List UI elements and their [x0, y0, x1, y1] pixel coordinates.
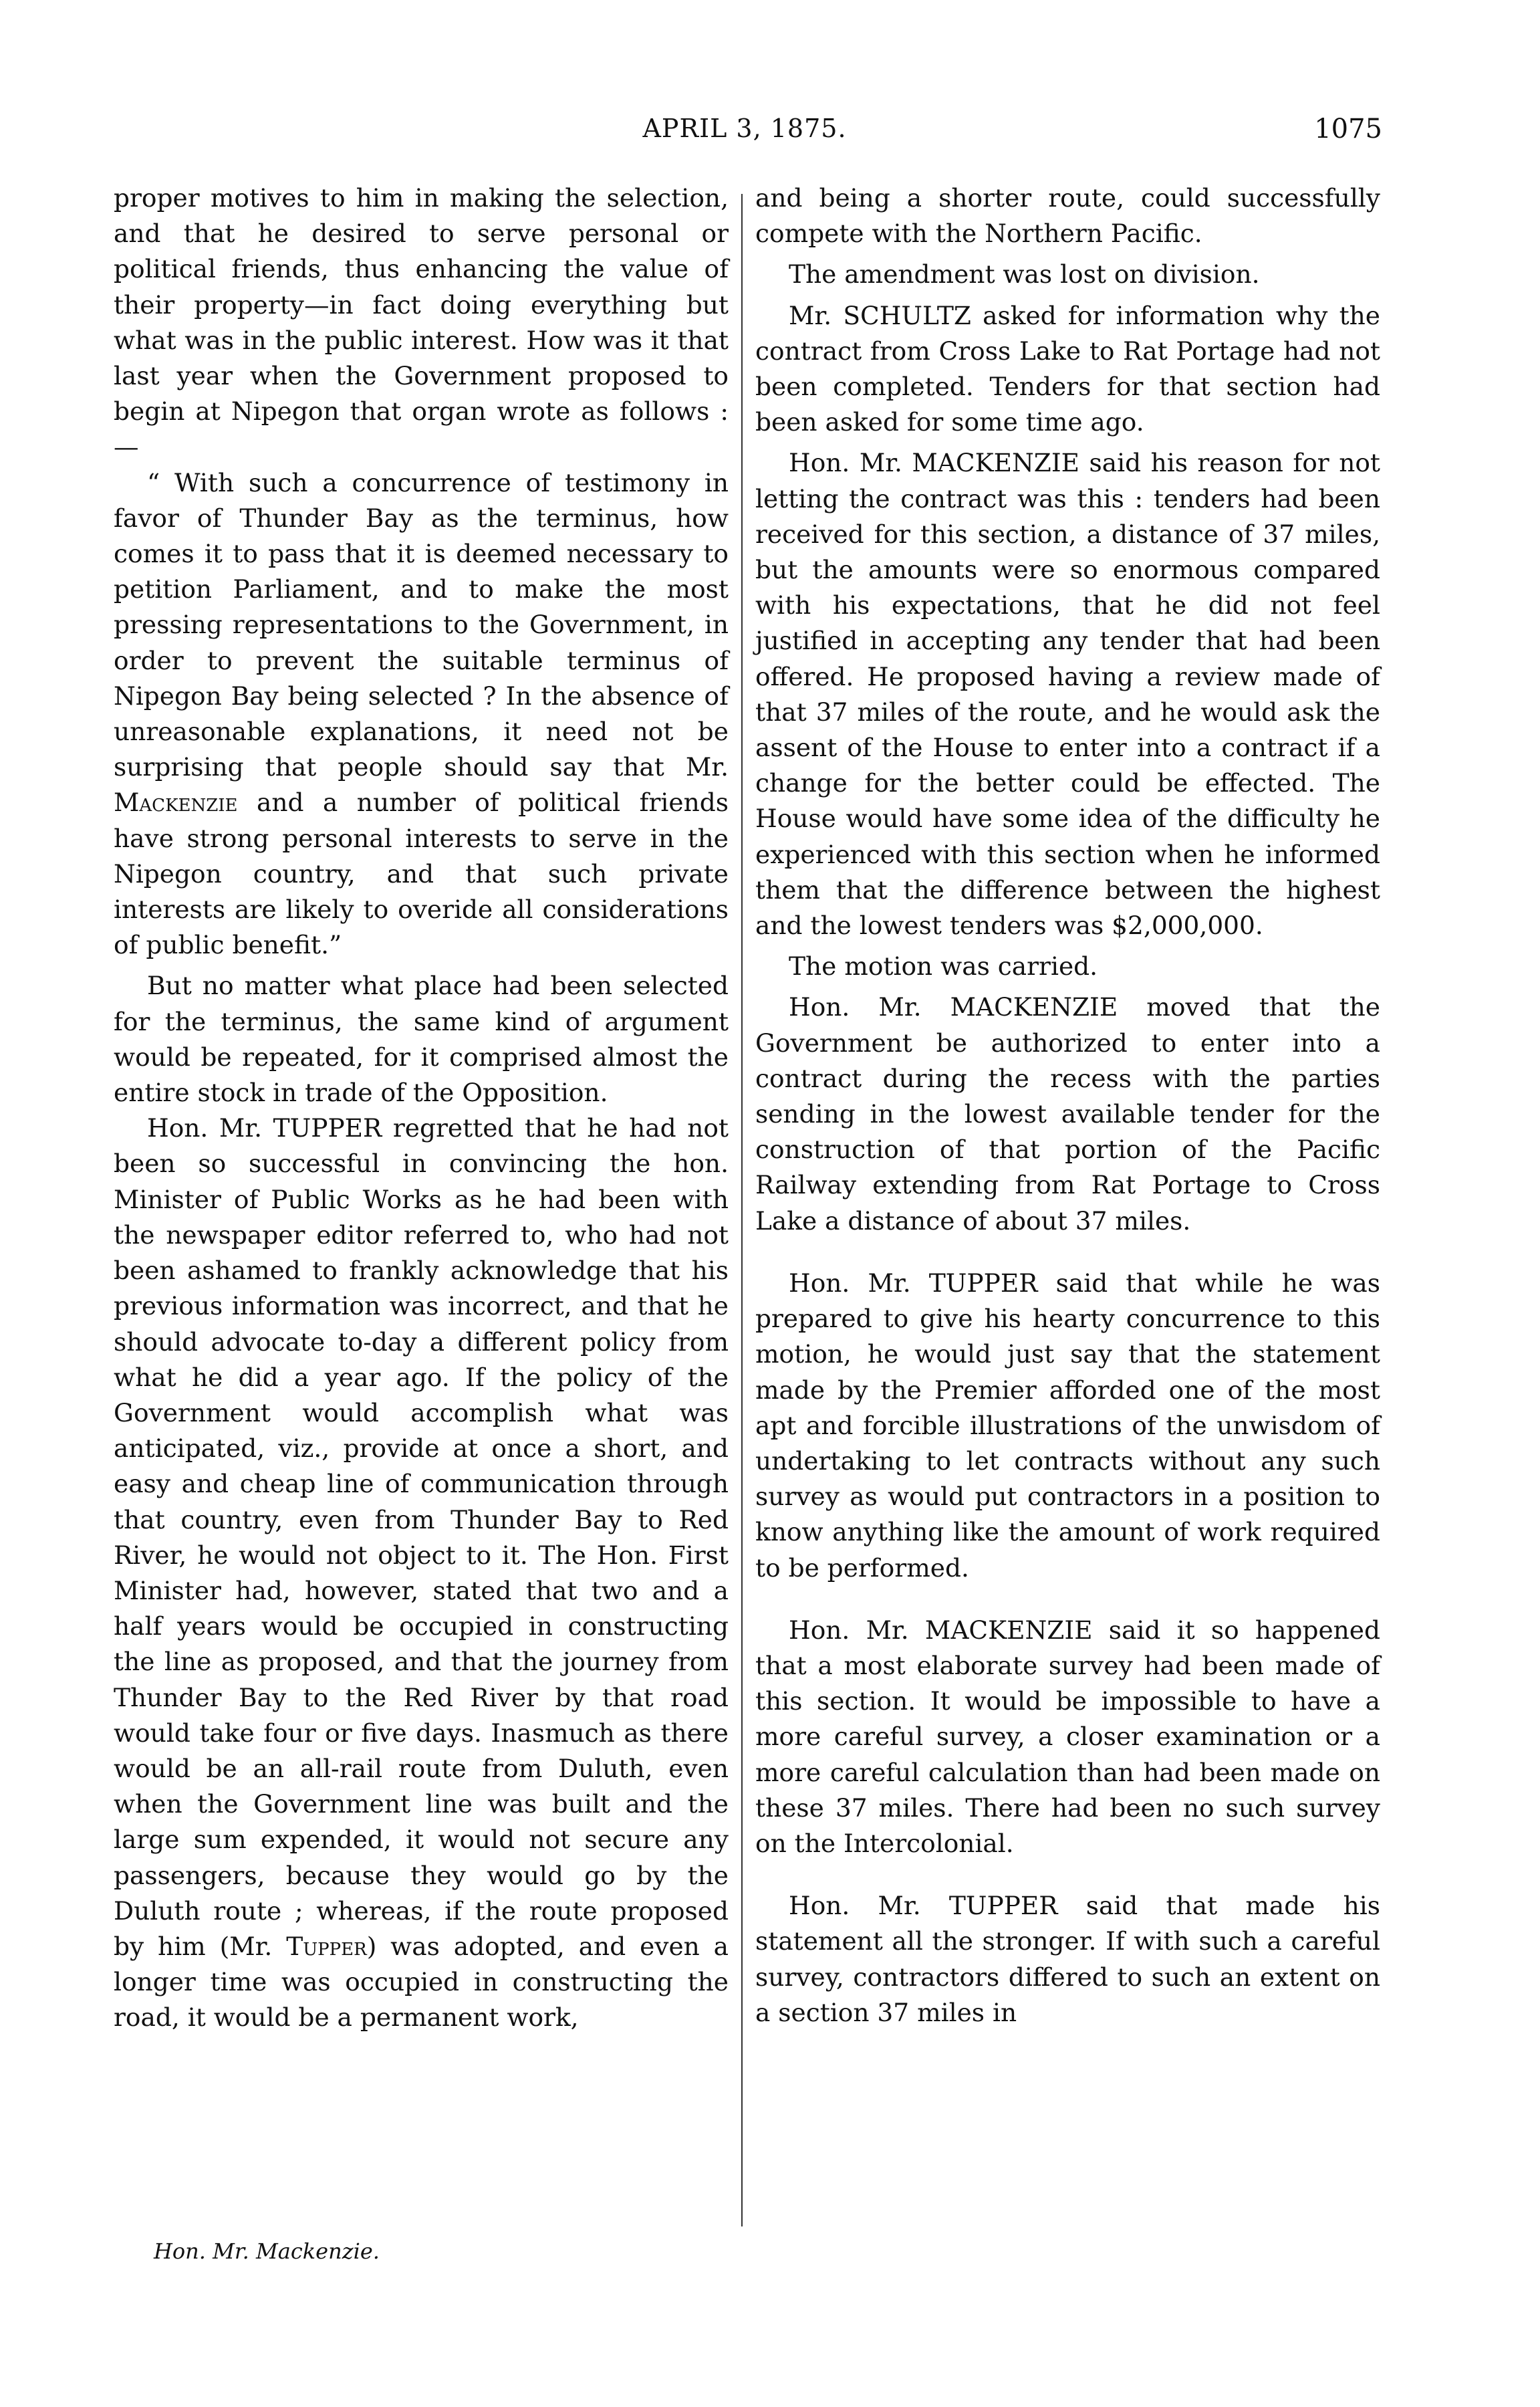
paragraph-tupper-reply: Hon. Mr. TUPPER said that made his statement all the stronger. If with such a careful survey, contractors differed to such an extent on a section 37 miles in	[755, 1891, 1380, 2027]
paragraph-motion-carried: The motion was carried.	[789, 951, 1098, 982]
paragraph-continuation-right: and being a shorter route, could successfully compete with the Northern Pacific.	[755, 183, 1380, 249]
tupper-name: Tupper	[286, 1931, 367, 1961]
quote-text-b: and a number of political friends have strong personal interests to serve in the Nipegon country, and that such private interests are likely to overide all considerations of public benefit.”	[114, 788, 729, 960]
column-divider	[741, 194, 743, 2226]
quote-name: Mackenzie	[114, 788, 238, 818]
paragraph-continuation: proper motives to him in making the selection, and that he desired to serve personal or political friends, thus enhancing the value of their property—in fact doing everything but what was in the public interest. How was it that last year when the Government proposed to begin at Nipegon that organ wrote as follows :—	[114, 183, 729, 462]
paragraph-tupper-concurrence: Hon. Mr. TUPPER said that while he was prepared to give his hearty concurrence to this motion, he would just say that the statement made by the Premier afforded one of the most apt and forcible illustrations of the unwisdom of undertaking to let contracts without any such survey as would put contractors in a position to know anything like the amount of work required to be performed.	[755, 1268, 1380, 1583]
tupper-speech-a: Hon. Mr. TUPPER regretted that he had not been so successful in convincing the hon. Minister of Public Works as he had been with the newspaper editor referred to, who had not been ashamed to frankly acknowledge that his previous information was incorrect, and that he should advocate to-day a different policy from what he did a year ago. If the policy of the Government would accomplish what was anticipated, viz., provide at once a short, and easy and cheap line of communication through that country, even from Thunder Bay to Red River, he would not object to it. The Hon. First Minister had, however, stated that two and a half years would be occupied in constructing the line as proposed, and that the journey from Thunder Bay to the Red River by that road would take four or five days. Inasmuch as there would be an all-rail route from Duluth, even when the Government line was built and the large sum expended, it would not secure any passengers, because they would go by the Duluth route ; whereas, if the route proposed by him (Mr.	[114, 1113, 729, 1961]
paragraph-schultz: Mr. SCHULTZ asked for information why the contract from Cross Lake to Rat Portage had not been completed. Tenders for that section had been asked for some time ago.	[755, 300, 1380, 437]
tupper-speech-b: ) was adopted, and even a longer time was occupied in constructing the road, it would be a permanent work,	[114, 1931, 729, 2033]
page-number: 1075	[1314, 114, 1382, 144]
header-date: APRIL 3, 1875.	[642, 114, 847, 143]
paragraph-tupper-speech	[114, 1111, 729, 2035]
right-column	[755, 181, 1380, 2031]
quote-text-a: “ With such a concurrence of testimony in favor of Thunder Bay as the terminus, how comes it to pass that it is deemed necessary to petition Parliament, and to make the most pressing representations to the Government, in order to prevent the suitable terminus of Nipegon Bay being selected ? In the absence of unreasonable explanations, it need not be surprising that people should say that Mr.	[114, 467, 729, 782]
paragraph-argument: But no matter what place had been selected for the terminus, the same kind of argument would be repeated, for it comprised almost the entire stock in trade of the Opposition.	[114, 971, 729, 1108]
paragraph-mackenzie-reason: Hon. Mr. MACKENZIE said his reason for not letting the contract was this : tenders had been received for this section, a distance of 37 miles, but the amounts were so enormous compared with his expectations, that he did not feel justified in accepting any tender that had been offered. He proposed having a review made of that 37 miles of the route, and he would ask the assent of the House to enter into a contract if a change for the better could be effected. The House would have some idea of the difficulty he experienced with this section when he informed them that the difference between the highest and the lowest tenders was $2,000,000.	[755, 448, 1380, 941]
page-header	[107, 114, 1382, 154]
paragraph-mackenzie-survey: Hon. Mr. MACKENZIE said it so happened that a most elaborate survey had been made of this section. It would be impossible to have a more careful survey, a closer examination or a more careful calculation than had been made on these 37 miles. There had been no such survey on the Intercolonial.	[755, 1615, 1380, 1858]
paragraph-amendment: The amendment was lost on division.	[789, 259, 1260, 290]
quoted-passage	[114, 465, 729, 963]
left-column	[114, 181, 729, 2036]
running-foot: Hon. Mr. Mackenzie.	[154, 2239, 380, 2264]
paragraph-mackenzie-motion: Hon. Mr. MACKENZIE moved that the Government be authorized to enter into a contract during the recess with the parties sending in the lowest available tender for the construction of that portion of the Pacific Railway extending from Rat Portage to Cross Lake a distance of about 37 miles.	[755, 992, 1380, 1236]
